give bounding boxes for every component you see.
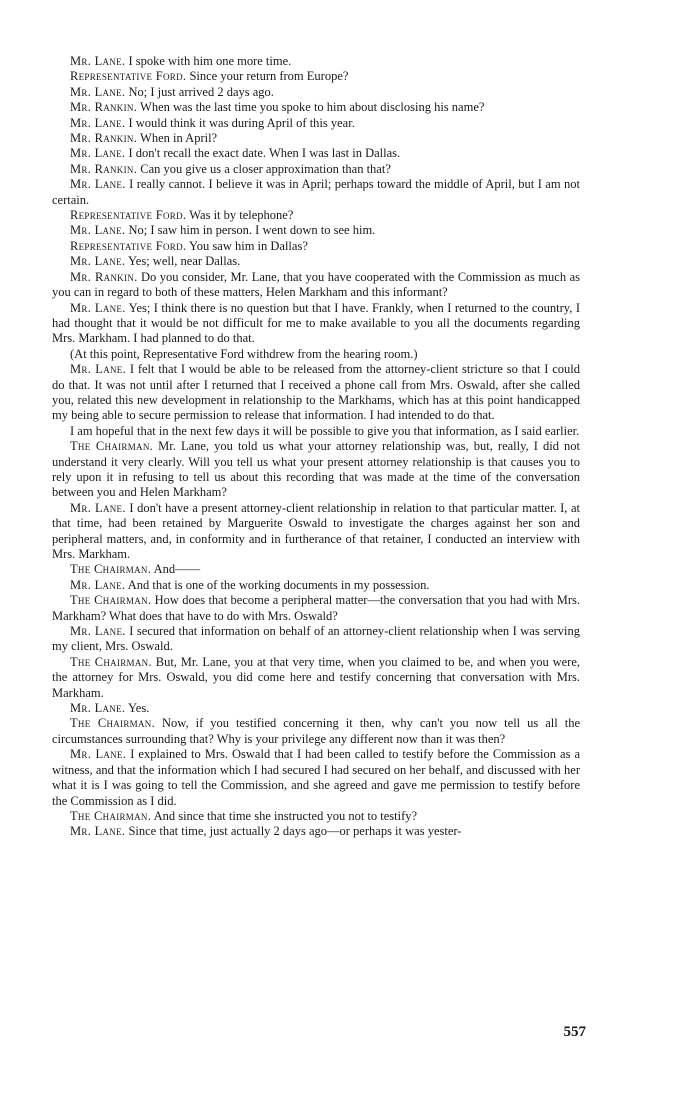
speaker: Mr. Lane. [70, 624, 126, 639]
speaker: The Chairman. [70, 808, 152, 823]
paragraph [52, 270, 580, 301]
paragraph [52, 562, 580, 577]
paragraph [52, 85, 580, 100]
speaker: The Chairman. [70, 593, 152, 608]
paragraph [52, 624, 580, 655]
statement: Do you consider, Mr. Lane, that you have cooperated with the Commission as much as you can in regard to both of these matters, Helen Markham and this informant? [52, 269, 580, 300]
paragraph [52, 69, 580, 84]
statement: I don't recall the exact date. When I was last in Dallas. [128, 146, 401, 161]
speaker: Mr. Lane. [70, 223, 126, 238]
paragraph [52, 593, 580, 624]
statement: And that is one of the working documents in my possession. [127, 577, 430, 592]
paragraph [52, 716, 580, 747]
paragraph [52, 809, 580, 824]
statement: Was it by telephone? [189, 208, 294, 223]
statement: Since your return from Europe? [189, 69, 349, 84]
speaker: Mr. Rankin. [70, 161, 138, 176]
paragraph [52, 116, 580, 131]
statement: Can you give us a closer approximation than that? [140, 161, 391, 176]
speaker: Mr. Lane. [70, 362, 127, 377]
page-number: 557 [563, 1024, 586, 1040]
speaker: Mr. Rankin. [70, 100, 138, 115]
statement: Yes; I think there is no question but that I have. Frankly, when I returned to the country, I had thought that it would be not difficult for me to make available to you all the documents regarding Mrs. Markham. I had planned to do that. [52, 300, 580, 346]
paragraph [52, 146, 580, 161]
paragraph [52, 747, 580, 809]
statement: No; I saw him in person. I went down to see him. [128, 223, 376, 238]
paragraph [52, 254, 580, 269]
paragraph [52, 100, 580, 115]
statement: I spoke with him one more time. [128, 54, 292, 68]
paragraph [52, 362, 580, 424]
statement: No; I just arrived 2 days ago. [128, 84, 274, 99]
speaker: Mr. Rankin. [70, 131, 138, 146]
speaker: Mr. Lane. [70, 54, 126, 68]
statement: I really cannot. I believe it was in April; perhaps toward the middle of April, but I am not certain. [52, 177, 580, 207]
statement: And—— [153, 562, 201, 577]
paragraph [52, 131, 580, 146]
statement: How does that become a peripheral matter—the conversation that you had with Mrs. Markham? What does that have to do with Mrs. Oswald? [52, 593, 581, 623]
statement: Mr. Lane, you told us what your attorney relationship was, but, really, I did not understand it very clearly. Will you tell us what your present attorney relationship is that causes you to rely upon it in refusing to tell us about this recording that was made at the time of the conversation between you and Helen Markham? [52, 439, 581, 500]
statement: I don't have a present attorney-client relationship in relation to that particular matter. I, at that time, had been retained by Marguerite Oswald to investigate the charges against her son and peripheral matters, and, in conformity and in furtherance of that retainer, I conducted an interview with Mrs. Markham. [52, 500, 581, 561]
speaker: Mr. Lane. [70, 701, 126, 716]
statement: But, Mr. Lane, you at that very time, when you claimed to be, and when you were, the attorney for Mrs. Oswald, you did come here and testify concerning that conversation with Mrs. Markham. [52, 654, 581, 700]
paragraph [52, 162, 580, 177]
paragraph [52, 208, 580, 223]
speaker: The Chairman. [70, 439, 154, 454]
paragraph [52, 177, 580, 208]
statement: When was the last time you spoke to him about disclosing his name? [140, 100, 485, 115]
statement: I explained to Mrs. Oswald that I had been called to testify before the Commission as a witness, and that the information which I had secured I had secured on her behalf, and discussed with her what it is I was going to tell the Commission, and she agreed and gave me permission to testify before the Commission as I did. [52, 747, 581, 808]
speaker: The Chairman. [70, 654, 152, 669]
transcript-text [52, 54, 580, 840]
speaker: Mr. Lane. [70, 84, 126, 99]
paragraph [52, 424, 580, 439]
speaker: Representative Ford. [70, 208, 187, 223]
paragraph [52, 701, 580, 716]
speaker: Mr. Lane. [70, 115, 126, 130]
speaker: Mr. Lane. [70, 177, 126, 192]
paragraph [52, 239, 580, 254]
statement: When in April? [140, 131, 218, 146]
statement: And since that time she instructed you not to testify? [153, 808, 418, 823]
paragraph [52, 54, 580, 69]
speaker: Mr. Lane. [70, 500, 126, 515]
paragraph [52, 501, 580, 563]
statement: I would think it was during April of this year. [128, 115, 355, 130]
statement: (At this point, Representative Ford withdrew from the hearing room.) [70, 346, 418, 361]
speaker: Mr. Lane. [70, 300, 126, 315]
speaker: The Chairman. [70, 716, 155, 731]
statement: Yes; well, near Dallas. [128, 254, 241, 269]
stage-note [52, 347, 580, 362]
speaker: Representative Ford. [70, 238, 187, 253]
speaker: Mr. Rankin. [70, 269, 138, 284]
statement: Yes. [128, 701, 150, 716]
paragraph [52, 578, 580, 593]
statement: Now, if you testified concerning it then, why can't you now tell us all the circumstances surrounding that? Why is your privilege any different now than it was then? [52, 716, 581, 746]
paragraph [52, 223, 580, 238]
paragraph [52, 824, 580, 839]
paragraph [52, 301, 580, 347]
statement: You saw him in Dallas? [189, 238, 308, 253]
speaker: Mr. Lane. [70, 146, 126, 161]
statement: Since that time, just actually 2 days ago—or perhaps it was yester- [128, 824, 462, 839]
speaker: Mr. Lane. [70, 747, 127, 762]
statement: I felt that I would be able to be released from the attorney-client stricture so that I could do that. It was not until after I returned that I received a phone call from Mrs. Oswald, after she called you, related this new development in relationship to the Markhams, which has at this point handicapped my being able to secure permission to release that information. I had intended to do that. [52, 362, 581, 423]
paragraph [52, 439, 580, 501]
speaker: Mr. Lane. [70, 254, 126, 269]
statement: I secured that information on behalf of an attorney-client relationship when I was serving my client, Mrs. Oswald. [52, 624, 581, 654]
statement: I am hopeful that in the next few days it will be possible to give you that information, as I said earlier. [70, 423, 580, 438]
speaker: Mr. Lane. [70, 577, 126, 592]
speaker: Representative Ford. [70, 69, 187, 84]
paragraph [52, 655, 580, 701]
speaker: The Chairman. [70, 562, 152, 577]
speaker: Mr. Lane. [70, 824, 126, 839]
